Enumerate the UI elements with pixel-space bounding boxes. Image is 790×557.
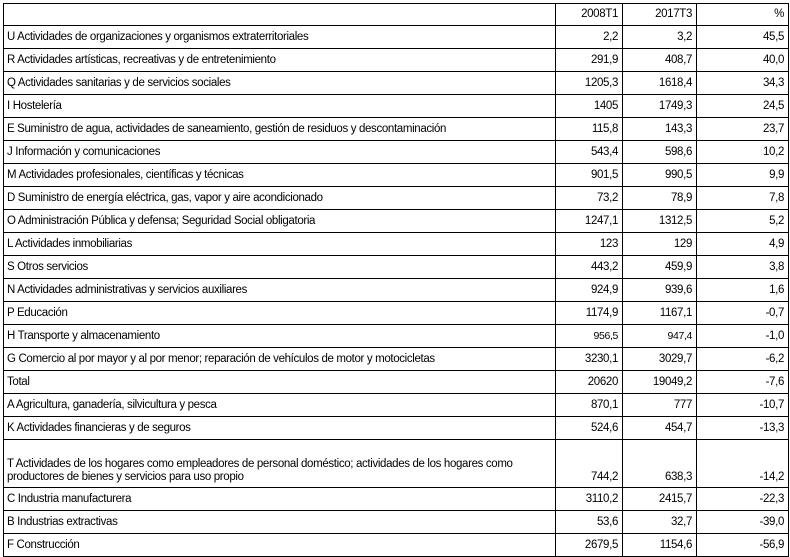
table-row-total: [4, 371, 789, 394]
value-2017t3-cell: 638,3: [623, 440, 697, 488]
value-2017t3-cell: 598,6: [623, 141, 697, 164]
value-2017t3-cell: 1312,5: [623, 210, 697, 233]
table-row: [4, 302, 789, 325]
table-row: [4, 488, 789, 511]
value-2008t1-cell: 524,6: [556, 417, 623, 440]
sector-label-cell: K Actividades financieras y de seguros: [4, 417, 556, 440]
percent-change-cell: 1,6: [697, 279, 789, 302]
table-row: [4, 417, 789, 440]
value-2008t1-cell: 1205,3: [556, 72, 623, 95]
value-2017t3-cell: 129: [623, 233, 697, 256]
value-2017t3-cell: 459,9: [623, 256, 697, 279]
sector-label-cell: P Educación: [4, 302, 556, 325]
table-row: [4, 394, 789, 417]
sector-label-cell: A Agricultura, ganadería, silvicultura y pesca: [4, 394, 556, 417]
table-row: [4, 511, 789, 534]
percent-change-cell: -13,3: [697, 417, 789, 440]
sector-label-cell: U Actividades de organizaciones y organismos extraterritoriales: [4, 26, 556, 49]
table-row: [4, 164, 789, 187]
sector-label-cell: E Suministro de agua, actividades de saneamiento, gestión de residuos y descontaminación: [4, 118, 556, 141]
value-2017t3-cell: 1618,4: [623, 72, 697, 95]
table-row: [4, 49, 789, 72]
sector-label-cell: N Actividades administrativas y servicios auxiliares: [4, 279, 556, 302]
sector-label-cell: D Suministro de energía eléctrica, gas, vapor y aire acondicionado: [4, 187, 556, 210]
sector-label-cell: M Actividades profesionales, científicas y técnicas: [4, 164, 556, 187]
table-row: [4, 440, 789, 488]
value-2017t3-cell: 78,9: [623, 187, 697, 210]
value-2008t1-cell: 1174,9: [556, 302, 623, 325]
value-2008t1-cell: 1405: [556, 95, 623, 118]
table-row: [4, 72, 789, 95]
percent-change-cell: 45,5: [697, 26, 789, 49]
value-2008t1-cell: 3110,2: [556, 488, 623, 511]
sector-label-cell: T Actividades de los hogares como empleadores de personal doméstico; actividades de los hogares como productores de bienes y servicios para uso propio: [4, 440, 556, 488]
value-2008t1-cell: 123: [556, 233, 623, 256]
value-2008t1-cell: 744,2: [556, 440, 623, 488]
table-header-row: [4, 4, 789, 26]
percent-change-cell: -6,2: [697, 348, 789, 371]
table-row: [4, 256, 789, 279]
table-body: [4, 26, 789, 557]
value-2008t1-cell: 956,5: [556, 325, 623, 348]
percent-change-cell: 24,5: [697, 95, 789, 118]
value-2017t3-cell: 1167,1: [623, 302, 697, 325]
value-2008t1-cell: 2679,5: [556, 534, 623, 557]
table-row: [4, 210, 789, 233]
value-2008t1-cell: 870,1: [556, 394, 623, 417]
value-2017t3-cell: 990,5: [623, 164, 697, 187]
percent-change-cell: 23,7: [697, 118, 789, 141]
value-2017t3-cell: 143,3: [623, 118, 697, 141]
percent-change-cell: 9,9: [697, 164, 789, 187]
value-2008t1-cell: 443,2: [556, 256, 623, 279]
value-2017t3-cell: 454,7: [623, 417, 697, 440]
percent-change-cell: -0,7: [697, 302, 789, 325]
value-2008t1-cell: 924,9: [556, 279, 623, 302]
header-2017t3: 2017T3: [623, 4, 697, 26]
value-2008t1-cell: 291,9: [556, 49, 623, 72]
table-row: [4, 348, 789, 371]
table-row: [4, 118, 789, 141]
table-row: [4, 534, 789, 557]
value-2017t3-cell: 32,7: [623, 511, 697, 534]
percent-change-cell: 40,0: [697, 49, 789, 72]
value-2017t3-cell: 19049,2: [623, 371, 697, 394]
table-row: [4, 325, 789, 348]
value-2017t3-cell: 3,2: [623, 26, 697, 49]
percent-change-cell: 3,8: [697, 256, 789, 279]
percent-change-cell: 5,2: [697, 210, 789, 233]
percent-change-cell: -22,3: [697, 488, 789, 511]
percent-change-cell: -7,6: [697, 371, 789, 394]
value-2017t3-cell: 1749,3: [623, 95, 697, 118]
percent-change-cell: 10,2: [697, 141, 789, 164]
value-2008t1-cell: 1247,1: [556, 210, 623, 233]
value-2008t1-cell: 20620: [556, 371, 623, 394]
value-2008t1-cell: 2,2: [556, 26, 623, 49]
value-2008t1-cell: 53,6: [556, 511, 623, 534]
header-label-cell: [4, 4, 556, 26]
value-2008t1-cell: 3230,1: [556, 348, 623, 371]
percent-change-cell: -56,9: [697, 534, 789, 557]
percent-change-cell: 7,8: [697, 187, 789, 210]
sector-label-cell: F Construcción: [4, 534, 556, 557]
table-row: [4, 95, 789, 118]
percent-change-cell: -10,7: [697, 394, 789, 417]
sector-label-cell: Total: [4, 371, 556, 394]
sector-label-cell: G Comercio al por mayor y al por menor; reparación de vehículos de motor y motocicletas: [4, 348, 556, 371]
sector-label-cell: O Administración Pública y defensa; Seguridad Social obligatoria: [4, 210, 556, 233]
value-2017t3-cell: 1154,6: [623, 534, 697, 557]
value-2017t3-cell: 939,6: [623, 279, 697, 302]
value-2008t1-cell: 115,8: [556, 118, 623, 141]
value-2017t3-cell: 777: [623, 394, 697, 417]
percent-change-cell: 4,9: [697, 233, 789, 256]
value-2017t3-cell: 3029,7: [623, 348, 697, 371]
value-2017t3-cell: 2415,7: [623, 488, 697, 511]
sector-label-cell: H Transporte y almacenamiento: [4, 325, 556, 348]
value-2008t1-cell: 73,2: [556, 187, 623, 210]
sector-label-cell: C Industria manufacturera: [4, 488, 556, 511]
value-2008t1-cell: 901,5: [556, 164, 623, 187]
percent-change-cell: 34,3: [697, 72, 789, 95]
sector-label-cell: J Información y comunicaciones: [4, 141, 556, 164]
sector-label-cell: S Otros servicios: [4, 256, 556, 279]
table-row: [4, 26, 789, 49]
table-row: [4, 141, 789, 164]
sector-label-cell: L Actividades inmobiliarias: [4, 233, 556, 256]
sector-label-cell: R Actividades artísticas, recreativas y de entretenimiento: [4, 49, 556, 72]
header-percent: %: [697, 4, 789, 26]
sector-label-cell: I Hostelería: [4, 95, 556, 118]
value-2017t3-cell: 408,7: [623, 49, 697, 72]
header-2008t1: 2008T1: [556, 4, 623, 26]
table-row: [4, 279, 789, 302]
table-row: [4, 233, 789, 256]
table-row: [4, 187, 789, 210]
employment-by-sector-table: [3, 3, 789, 557]
percent-change-cell: -1,0: [697, 325, 789, 348]
percent-change-cell: -39,0: [697, 511, 789, 534]
sector-label-cell: B Industrias extractivas: [4, 511, 556, 534]
sector-label-cell: Q Actividades sanitarias y de servicios sociales: [4, 72, 556, 95]
value-2008t1-cell: 543,4: [556, 141, 623, 164]
percent-change-cell: -14,2: [697, 440, 789, 488]
value-2017t3-cell: 947,4: [623, 325, 697, 348]
